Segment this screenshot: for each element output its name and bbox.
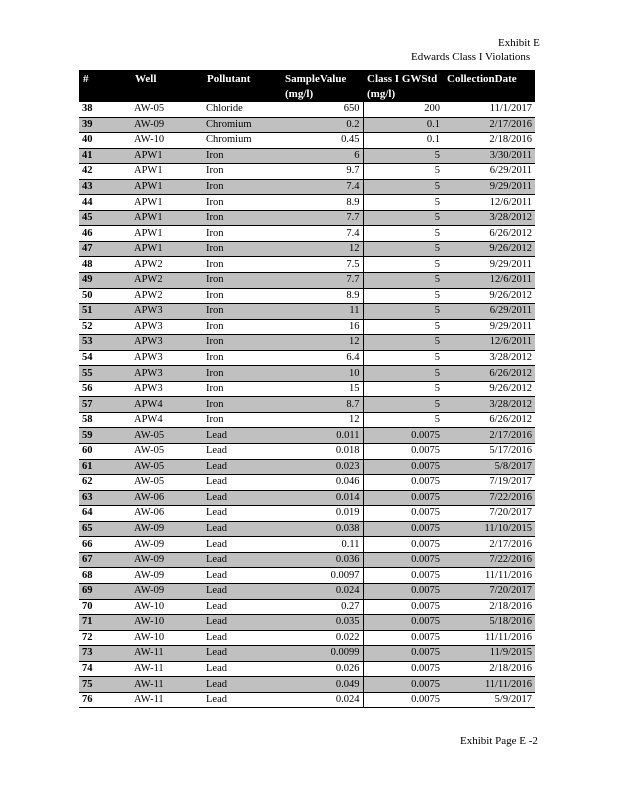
row-number: 64 xyxy=(79,506,131,522)
pollutant-cell: Iron xyxy=(203,304,281,320)
collection-date-cell: 11/11/2016 xyxy=(443,568,535,584)
class-std-cell: 5 xyxy=(363,195,443,211)
class-std-cell: 0.0075 xyxy=(363,646,443,662)
collection-date-cell: 2/17/2016 xyxy=(443,428,535,444)
pollutant-cell: Lead xyxy=(203,692,281,708)
column-header-pollutant: Pollutant xyxy=(203,70,281,102)
collection-date-cell: 3/28/2012 xyxy=(443,397,535,413)
pollutant-cell: Lead xyxy=(203,646,281,662)
pollutant-cell: Lead xyxy=(203,661,281,677)
pollutant-cell: Iron xyxy=(203,241,281,257)
pollutant-cell: Iron xyxy=(203,412,281,428)
well-cell: AW-10 xyxy=(131,133,203,149)
collection-date-cell: 9/29/2011 xyxy=(443,319,535,335)
class-std-cell: 0.0075 xyxy=(363,677,443,693)
table-row xyxy=(79,381,535,397)
column-header-well: Well xyxy=(131,70,203,102)
well-cell: AW-09 xyxy=(131,117,203,133)
table-row xyxy=(79,661,535,677)
sample-value-cell: 0.018 xyxy=(281,444,363,460)
row-number: 76 xyxy=(79,692,131,708)
sample-value-cell: 7.7 xyxy=(281,273,363,289)
collection-date-cell: 11/1/2017 xyxy=(443,102,535,117)
collection-date-cell: 11/9/2015 xyxy=(443,646,535,662)
collection-date-cell: 6/29/2011 xyxy=(443,164,535,180)
sample-value-cell: 0.11 xyxy=(281,537,363,553)
column-header-number: # xyxy=(79,70,131,102)
pollutant-cell: Lead xyxy=(203,490,281,506)
collection-date-cell: 9/26/2012 xyxy=(443,381,535,397)
class-std-cell: 0.0075 xyxy=(363,490,443,506)
sample-value-cell: 6 xyxy=(281,148,363,164)
table-row xyxy=(79,412,535,428)
collection-date-cell: 2/18/2016 xyxy=(443,661,535,677)
collection-date-cell: 11/10/2015 xyxy=(443,521,535,537)
document-subtitle: Edwards Class I Violations xyxy=(411,51,531,63)
well-cell: APW3 xyxy=(131,350,203,366)
table-row xyxy=(79,241,535,257)
class-std-cell: 0.0075 xyxy=(363,615,443,631)
well-cell: AW-05 xyxy=(131,444,203,460)
sample-value-cell: 650 xyxy=(281,102,363,117)
collection-date-cell: 2/18/2016 xyxy=(443,599,535,615)
pollutant-cell: Iron xyxy=(203,397,281,413)
row-number: 75 xyxy=(79,677,131,693)
sample-value-cell: 16 xyxy=(281,319,363,335)
well-cell: AW-09 xyxy=(131,568,203,584)
row-number: 39 xyxy=(79,117,131,133)
class-std-cell: 5 xyxy=(363,273,443,289)
sample-value-cell: 0.024 xyxy=(281,692,363,708)
collection-date-cell: 11/11/2016 xyxy=(443,677,535,693)
well-cell: APW3 xyxy=(131,319,203,335)
pollutant-cell: Lead xyxy=(203,521,281,537)
pollutant-cell: Iron xyxy=(203,273,281,289)
class-std-cell: 0.1 xyxy=(363,117,443,133)
pollutant-cell: Iron xyxy=(203,195,281,211)
pollutant-cell: Iron xyxy=(203,381,281,397)
table-row xyxy=(79,475,535,491)
row-number: 51 xyxy=(79,304,131,320)
pollutant-cell: Lead xyxy=(203,537,281,553)
well-cell: APW4 xyxy=(131,397,203,413)
sample-value-cell: 12 xyxy=(281,241,363,257)
pollutant-cell: Lead xyxy=(203,459,281,475)
row-number: 42 xyxy=(79,164,131,180)
table-header-row xyxy=(79,70,535,102)
collection-date-cell: 6/29/2011 xyxy=(443,304,535,320)
sample-value-label: SampleValue xyxy=(285,73,347,85)
row-number: 66 xyxy=(79,537,131,553)
row-number: 63 xyxy=(79,490,131,506)
collection-date-cell: 2/17/2016 xyxy=(443,117,535,133)
row-number: 71 xyxy=(79,615,131,631)
class-std-cell: 0.0075 xyxy=(363,428,443,444)
collection-date-cell: 2/18/2016 xyxy=(443,133,535,149)
class-std-cell: 0.0075 xyxy=(363,692,443,708)
table-row xyxy=(79,179,535,195)
table-row xyxy=(79,537,535,553)
pollutant-cell: Lead xyxy=(203,677,281,693)
row-number: 52 xyxy=(79,319,131,335)
collection-date-cell: 7/20/2017 xyxy=(443,583,535,599)
table-row xyxy=(79,428,535,444)
collection-date-cell: 7/22/2016 xyxy=(443,552,535,568)
pollutant-cell: Lead xyxy=(203,552,281,568)
sample-value-cell: 0.019 xyxy=(281,506,363,522)
well-cell: AW-05 xyxy=(131,428,203,444)
row-number: 61 xyxy=(79,459,131,475)
collection-date-cell: 12/6/2011 xyxy=(443,273,535,289)
class-std-cell: 200 xyxy=(363,102,443,117)
well-cell: AW-10 xyxy=(131,599,203,615)
table-row xyxy=(79,350,535,366)
sample-value-cell: 9.7 xyxy=(281,164,363,180)
sample-value-cell: 8.9 xyxy=(281,195,363,211)
table-row xyxy=(79,630,535,646)
table-row xyxy=(79,288,535,304)
sample-value-cell: 12 xyxy=(281,412,363,428)
row-number: 47 xyxy=(79,241,131,257)
well-cell: APW2 xyxy=(131,257,203,273)
row-number: 72 xyxy=(79,630,131,646)
table-row xyxy=(79,459,535,475)
well-cell: APW1 xyxy=(131,241,203,257)
class-std-cell: 0.0075 xyxy=(363,568,443,584)
table-row xyxy=(79,521,535,537)
sample-value-cell: 0.014 xyxy=(281,490,363,506)
pollutant-cell: Iron xyxy=(203,288,281,304)
table-row xyxy=(79,226,535,242)
well-cell: APW4 xyxy=(131,412,203,428)
table-row xyxy=(79,102,535,117)
row-number: 67 xyxy=(79,552,131,568)
collection-date-cell: 9/26/2012 xyxy=(443,288,535,304)
class-std-cell: 0.0075 xyxy=(363,537,443,553)
collection-date-cell: 7/19/2017 xyxy=(443,475,535,491)
pollutant-cell: Iron xyxy=(203,335,281,351)
pollutant-cell: Lead xyxy=(203,615,281,631)
pollutant-cell: Iron xyxy=(203,226,281,242)
well-cell: AW-10 xyxy=(131,615,203,631)
sample-value-cell: 0.038 xyxy=(281,521,363,537)
row-number: 65 xyxy=(79,521,131,537)
well-cell: APW2 xyxy=(131,273,203,289)
class-std-cell: 5 xyxy=(363,148,443,164)
well-cell: APW1 xyxy=(131,164,203,180)
well-cell: AW-11 xyxy=(131,661,203,677)
table-row xyxy=(79,599,535,615)
table-row xyxy=(79,692,535,708)
well-cell: AW-11 xyxy=(131,646,203,662)
table-row xyxy=(79,646,535,662)
well-cell: APW3 xyxy=(131,366,203,382)
pollutant-cell: Chromium xyxy=(203,133,281,149)
table-row xyxy=(79,677,535,693)
row-number: 55 xyxy=(79,366,131,382)
pollutant-cell: Lead xyxy=(203,583,281,599)
collection-date-cell: 3/28/2012 xyxy=(443,350,535,366)
pollutant-cell: Lead xyxy=(203,475,281,491)
class-std-cell: 0.0075 xyxy=(363,506,443,522)
table-row xyxy=(79,490,535,506)
row-number: 59 xyxy=(79,428,131,444)
class-std-cell: 0.0075 xyxy=(363,583,443,599)
sample-value-cell: 0.026 xyxy=(281,661,363,677)
class-std-cell: 5 xyxy=(363,366,443,382)
row-number: 44 xyxy=(79,195,131,211)
well-cell: AW-06 xyxy=(131,490,203,506)
well-cell: AW-05 xyxy=(131,102,203,117)
pollutant-cell: Lead xyxy=(203,568,281,584)
row-number: 43 xyxy=(79,179,131,195)
collection-date-cell: 11/11/2016 xyxy=(443,630,535,646)
table-row xyxy=(79,552,535,568)
table-row xyxy=(79,583,535,599)
table-row xyxy=(79,506,535,522)
pollutant-cell: Lead xyxy=(203,506,281,522)
well-cell: AW-11 xyxy=(131,677,203,693)
sample-value-cell: 0.27 xyxy=(281,599,363,615)
sample-value-cell: 7.4 xyxy=(281,226,363,242)
collection-date-cell: 9/26/2012 xyxy=(443,241,535,257)
class-std-cell: 5 xyxy=(363,412,443,428)
sample-value-cell: 7.5 xyxy=(281,257,363,273)
class-std-cell: 5 xyxy=(363,335,443,351)
table-row xyxy=(79,257,535,273)
table-row xyxy=(79,210,535,226)
pollutant-cell: Iron xyxy=(203,350,281,366)
collection-date-cell: 6/26/2012 xyxy=(443,226,535,242)
exhibit-label: Exhibit E xyxy=(498,37,540,49)
page-footer: Exhibit Page E -2 xyxy=(460,735,538,747)
well-cell: APW1 xyxy=(131,179,203,195)
class-std-cell: 5 xyxy=(363,319,443,335)
sample-value-cell: 0.2 xyxy=(281,117,363,133)
table-row xyxy=(79,148,535,164)
class-std-cell: 5 xyxy=(363,210,443,226)
sample-value-cell: 15 xyxy=(281,381,363,397)
class-std-cell: 5 xyxy=(363,397,443,413)
row-number: 48 xyxy=(79,257,131,273)
table-row xyxy=(79,273,535,289)
collection-date-cell: 2/17/2016 xyxy=(443,537,535,553)
row-number: 46 xyxy=(79,226,131,242)
sample-value-cell: 0.036 xyxy=(281,552,363,568)
collection-date-cell: 12/6/2011 xyxy=(443,195,535,211)
row-number: 73 xyxy=(79,646,131,662)
class-std-cell: 0.0075 xyxy=(363,521,443,537)
table-row xyxy=(79,335,535,351)
table-row xyxy=(79,397,535,413)
class-std-cell: 5 xyxy=(363,226,443,242)
class-std-cell: 0.0075 xyxy=(363,444,443,460)
class-std-cell: 0.0075 xyxy=(363,599,443,615)
class-std-cell: 0.0075 xyxy=(363,475,443,491)
row-number: 68 xyxy=(79,568,131,584)
row-number: 74 xyxy=(79,661,131,677)
well-cell: APW1 xyxy=(131,210,203,226)
sample-value-cell: 0.45 xyxy=(281,133,363,149)
pollutant-cell: Iron xyxy=(203,164,281,180)
sample-value-cell: 6.4 xyxy=(281,350,363,366)
sample-value-cell: 0.035 xyxy=(281,615,363,631)
row-number: 69 xyxy=(79,583,131,599)
class-std-cell: 0.1 xyxy=(363,133,443,149)
sample-value-cell: 10 xyxy=(281,366,363,382)
table-row xyxy=(79,444,535,460)
class-std-cell: 0.0075 xyxy=(363,459,443,475)
class-std-cell: 5 xyxy=(363,179,443,195)
collection-date-cell: 5/9/2017 xyxy=(443,692,535,708)
well-cell: APW3 xyxy=(131,381,203,397)
well-cell: APW1 xyxy=(131,148,203,164)
sample-value-cell: 8.7 xyxy=(281,397,363,413)
sample-value-cell: 0.0099 xyxy=(281,646,363,662)
well-cell: AW-10 xyxy=(131,630,203,646)
collection-date-cell: 5/8/2017 xyxy=(443,459,535,475)
class-std-unit: (mg/l) xyxy=(367,88,396,100)
well-cell: APW1 xyxy=(131,195,203,211)
pollutant-cell: Chloride xyxy=(203,102,281,117)
table-row xyxy=(79,568,535,584)
table-row xyxy=(79,615,535,631)
pollutant-cell: Iron xyxy=(203,179,281,195)
well-cell: AW-09 xyxy=(131,521,203,537)
well-cell: APW3 xyxy=(131,304,203,320)
sample-value-cell: 8.9 xyxy=(281,288,363,304)
class-std-cell: 0.0075 xyxy=(363,661,443,677)
pollutant-cell: Chromium xyxy=(203,117,281,133)
well-cell: APW3 xyxy=(131,335,203,351)
class-std-cell: 5 xyxy=(363,350,443,366)
column-header-sample-value xyxy=(281,70,363,102)
row-number: 57 xyxy=(79,397,131,413)
table-row xyxy=(79,366,535,382)
class-std-cell: 0.0075 xyxy=(363,552,443,568)
column-header-class-std xyxy=(363,70,443,102)
well-cell: AW-11 xyxy=(131,692,203,708)
pollutant-cell: Iron xyxy=(203,366,281,382)
class-std-label: Class I GWStd xyxy=(367,73,438,85)
row-number: 41 xyxy=(79,148,131,164)
well-cell: AW-09 xyxy=(131,537,203,553)
table-row xyxy=(79,117,535,133)
table-row xyxy=(79,319,535,335)
pollutant-cell: Iron xyxy=(203,319,281,335)
row-number: 54 xyxy=(79,350,131,366)
pollutant-cell: Lead xyxy=(203,599,281,615)
collection-date-cell: 6/26/2012 xyxy=(443,412,535,428)
well-cell: AW-06 xyxy=(131,506,203,522)
well-cell: AW-09 xyxy=(131,552,203,568)
sample-value-cell: 0.024 xyxy=(281,583,363,599)
row-number: 40 xyxy=(79,133,131,149)
pollutant-cell: Lead xyxy=(203,428,281,444)
row-number: 60 xyxy=(79,444,131,460)
sample-value-cell: 0.046 xyxy=(281,475,363,491)
sample-value-cell: 0.023 xyxy=(281,459,363,475)
collection-date-cell: 7/20/2017 xyxy=(443,506,535,522)
collection-date-cell: 9/29/2011 xyxy=(443,257,535,273)
class-std-cell: 5 xyxy=(363,288,443,304)
pollutant-cell: Lead xyxy=(203,630,281,646)
sample-value-cell: 0.011 xyxy=(281,428,363,444)
column-header-collection-date: CollectionDate xyxy=(443,70,535,102)
row-number: 49 xyxy=(79,273,131,289)
sample-value-cell: 11 xyxy=(281,304,363,320)
row-number: 62 xyxy=(79,475,131,491)
well-cell: AW-05 xyxy=(131,459,203,475)
sample-value-cell: 0.049 xyxy=(281,677,363,693)
pollutant-cell: Iron xyxy=(203,148,281,164)
class-std-cell: 5 xyxy=(363,257,443,273)
table-row xyxy=(79,195,535,211)
sample-value-cell: 12 xyxy=(281,335,363,351)
well-cell: APW1 xyxy=(131,226,203,242)
collection-date-cell: 3/28/2012 xyxy=(443,210,535,226)
row-number: 53 xyxy=(79,335,131,351)
collection-date-cell: 5/18/2016 xyxy=(443,615,535,631)
sample-value-cell: 7.4 xyxy=(281,179,363,195)
collection-date-cell: 9/29/2011 xyxy=(443,179,535,195)
violations-table xyxy=(79,70,535,708)
row-number: 56 xyxy=(79,381,131,397)
row-number: 58 xyxy=(79,412,131,428)
class-std-cell: 5 xyxy=(363,304,443,320)
sample-value-unit: (mg/l) xyxy=(285,88,314,100)
well-cell: AW-05 xyxy=(131,475,203,491)
row-number: 45 xyxy=(79,210,131,226)
class-std-cell: 0.0075 xyxy=(363,630,443,646)
pollutant-cell: Iron xyxy=(203,257,281,273)
well-cell: APW2 xyxy=(131,288,203,304)
sample-value-cell: 0.0097 xyxy=(281,568,363,584)
well-cell: AW-09 xyxy=(131,583,203,599)
row-number: 38 xyxy=(79,102,131,117)
collection-date-cell: 12/6/2011 xyxy=(443,335,535,351)
collection-date-cell: 3/30/2011 xyxy=(443,148,535,164)
sample-value-cell: 0.022 xyxy=(281,630,363,646)
table-row xyxy=(79,304,535,320)
collection-date-cell: 6/26/2012 xyxy=(443,366,535,382)
class-std-cell: 5 xyxy=(363,241,443,257)
table-row xyxy=(79,164,535,180)
class-std-cell: 5 xyxy=(363,164,443,180)
row-number: 50 xyxy=(79,288,131,304)
sample-value-cell: 7.7 xyxy=(281,210,363,226)
table-row xyxy=(79,133,535,149)
row-number: 70 xyxy=(79,599,131,615)
collection-date-cell: 5/17/2016 xyxy=(443,444,535,460)
pollutant-cell: Iron xyxy=(203,210,281,226)
class-std-cell: 5 xyxy=(363,381,443,397)
collection-date-cell: 7/22/2016 xyxy=(443,490,535,506)
table-body xyxy=(79,102,535,708)
pollutant-cell: Lead xyxy=(203,444,281,460)
